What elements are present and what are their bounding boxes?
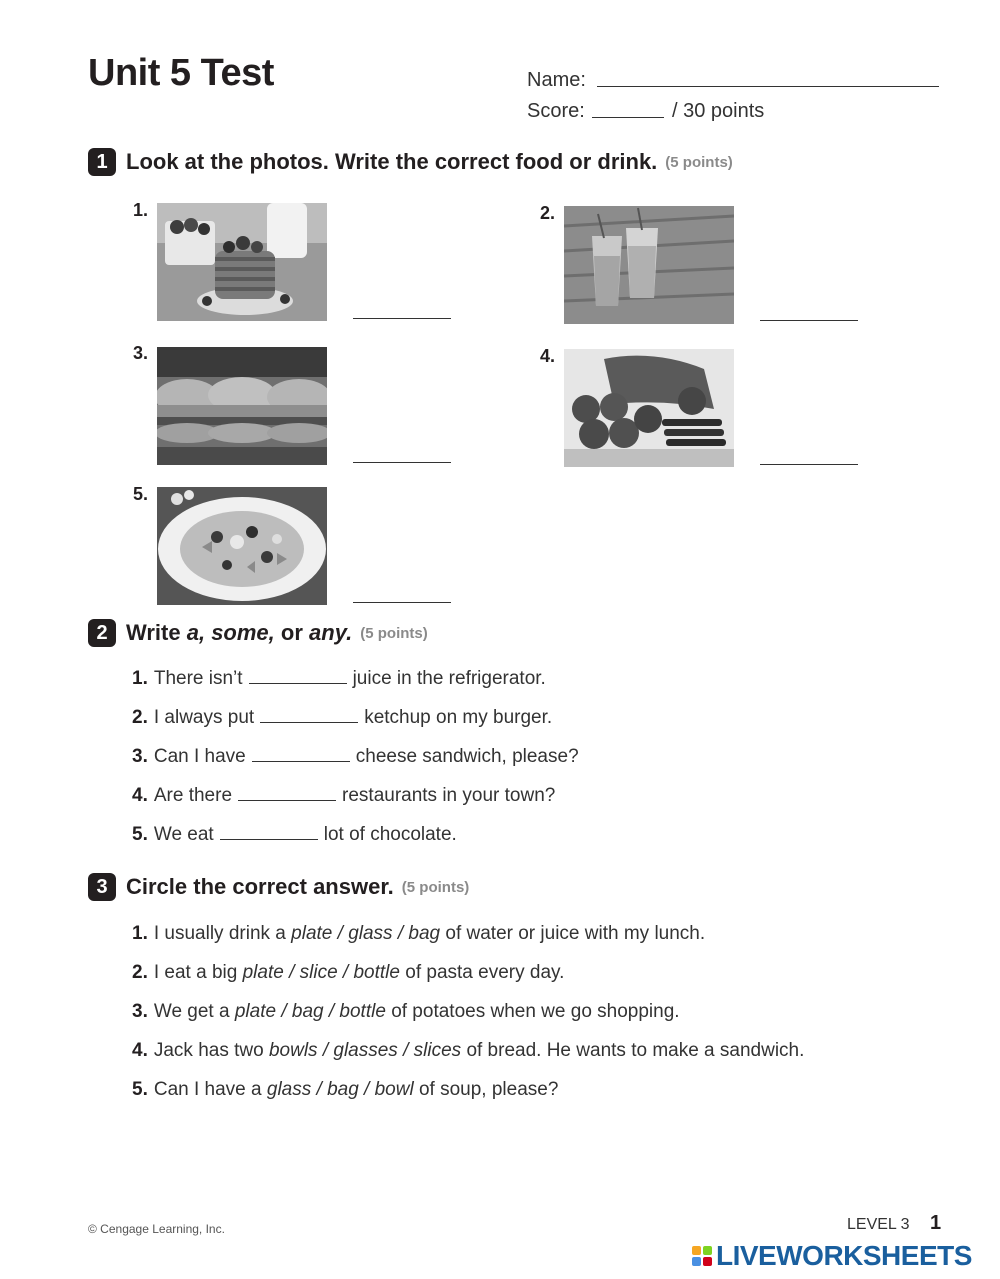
fill-item-5 [132,824,457,846]
section2-instruction-any: any. [309,620,353,645]
fill-item-4 [132,785,555,807]
item-text-before: There isn’t [153,668,243,689]
item-number: 2. [132,962,148,983]
blank-field-1[interactable] [249,669,347,684]
item-text-before: I usually drink a [153,923,286,944]
item-text-before: We get a [153,1001,230,1022]
section2-points: (5 points) [360,624,428,642]
item-number: 5. [132,824,148,845]
section3-points: (5 points) [401,878,470,896]
item-text-before: Are there [153,785,233,806]
item-number: 1. [132,668,148,689]
page-title: Unit 5 Test [88,52,274,94]
level-label: LEVEL 3 [847,1216,910,1233]
section2-instruction-words: a, some, [186,620,275,645]
item-number: 4. [132,785,148,806]
item-text-after: ketchup on my burger. [364,707,553,728]
section3-heading [88,873,469,901]
answer-options-4[interactable]: bowls / glasses / slices [268,1040,462,1061]
item-text-before: Jack has two [153,1040,264,1061]
circle-item-4 [132,1040,804,1062]
item-text-after: of soup, please? [418,1079,559,1100]
answer-line-1[interactable] [353,318,451,319]
name-label: Name: [527,69,586,91]
score-label: Score: [527,100,585,122]
item-text-after: juice in the refrigerator. [352,668,546,689]
answer-options-1[interactable]: plate / glass / bag [291,923,441,944]
score-field[interactable] [592,117,664,118]
item-text-before: Can I have [153,746,246,767]
section1-badge: 1 [88,148,116,176]
circle-item-5 [132,1079,558,1101]
section3-instruction: Circle the correct answer. [126,874,394,899]
fill-item-1 [132,668,546,690]
smoothies-photo [564,206,734,324]
section2-heading [88,619,428,647]
blank-field-5[interactable] [220,825,318,840]
item-text-after: lot of chocolate. [323,824,457,845]
tomatoes-photo [564,349,734,467]
section2-badge: 2 [88,619,116,647]
blank-field-3[interactable] [252,747,350,762]
item-text-after: cheese sandwich, please? [355,746,579,767]
item-text-before: I always put [153,707,255,728]
blank-field-4[interactable] [238,786,336,801]
photo-number-3: 3. [133,343,149,363]
section1-heading [88,148,733,176]
sandwiches-photo [157,347,327,465]
fill-item-2 [132,707,552,729]
item-number: 1. [132,923,148,944]
item-text-after: of water or juice with my lunch. [445,923,706,944]
item-text-before: We eat [153,824,214,845]
item-number: 2. [132,707,148,728]
circle-item-2 [132,962,564,984]
item-text-after: of bread. He wants to make a sandwich. [466,1040,805,1061]
photo-number-1: 1. [133,200,149,220]
copyright-text: © Cengage Learning, Inc. [88,1222,225,1236]
item-text-before: I eat a big [153,962,238,983]
item-text-before: Can I have a [153,1079,262,1100]
item-number: 3. [132,746,148,767]
circle-item-3 [132,1001,680,1023]
photo-number-2: 2. [540,203,556,223]
answer-options-3[interactable]: plate / bag / bottle [234,1001,386,1022]
photo-number-5: 5. [133,484,149,504]
section1-points: (5 points) [665,153,733,171]
section1-instruction: Look at the photos. Write the correct food or drink. [126,149,658,174]
answer-line-5[interactable] [353,602,451,603]
blank-field-2[interactable] [260,708,358,723]
answer-line-2[interactable] [760,320,858,321]
pasta-photo [157,487,327,605]
section2-instruction-pre: Write [126,620,181,645]
answer-options-2[interactable]: plate / slice / bottle [242,962,400,983]
item-text-after: restaurants in your town? [342,785,556,806]
circle-item-1 [132,923,705,945]
fill-item-3 [132,746,579,768]
answer-line-4[interactable] [760,464,858,465]
item-text-after: of potatoes when we go shopping. [391,1001,680,1022]
name-field[interactable] [597,86,939,87]
score-total: / 30 points [672,100,765,122]
item-number: 5. [132,1079,148,1100]
item-text-after: of pasta every day. [405,962,565,983]
item-number: 4. [132,1040,148,1061]
answer-options-5[interactable]: glass / bag / bowl [266,1079,414,1100]
logo-text: LIVEWORKSHEETS [716,1240,972,1271]
page-number: 1 [930,1212,942,1234]
pancakes-photo [157,203,327,321]
section2-instruction-or: or [280,620,303,645]
logo-cubes-icon [692,1246,712,1266]
item-number: 3. [132,1001,148,1022]
answer-line-3[interactable] [353,462,451,463]
liveworksheets-logo[interactable] [692,1240,972,1272]
photo-number-4: 4. [540,346,556,366]
section3-badge: 3 [88,873,116,901]
